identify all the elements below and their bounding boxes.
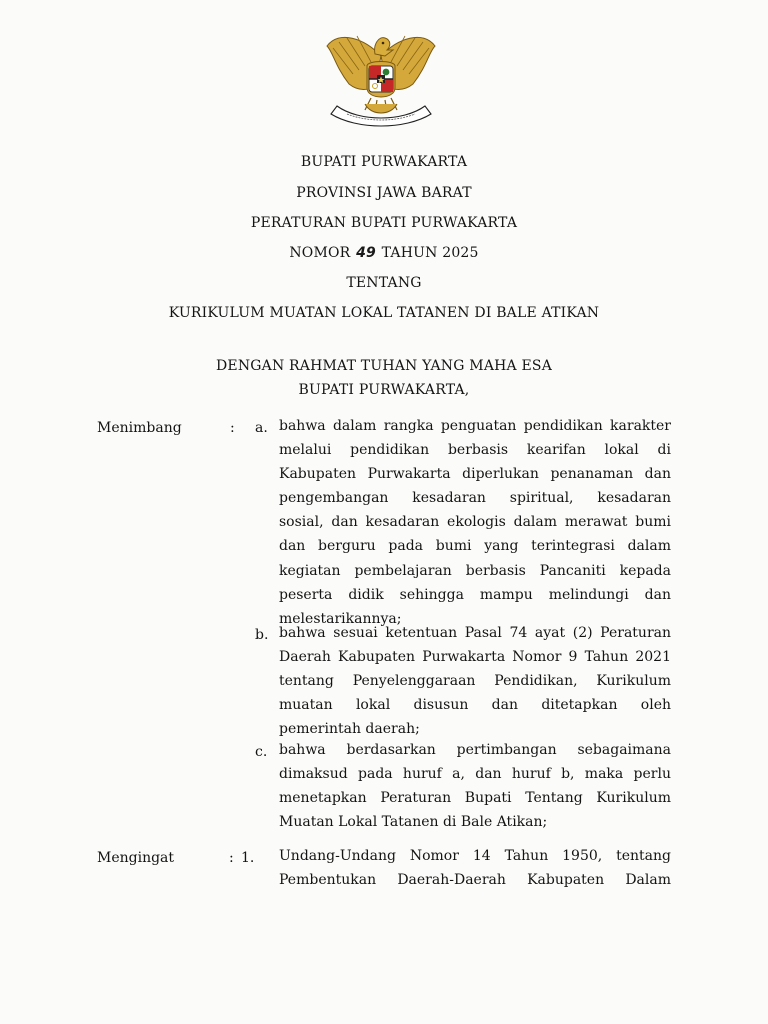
text-line: melestarikannya;: [279, 610, 402, 627]
header-number-line: [0, 245, 768, 261]
nomor-handwritten-value: 49: [356, 245, 376, 261]
preamble-line-2: BUPATI PURWAKARTA,: [298, 382, 470, 398]
menimbang-item-b: [279, 621, 671, 741]
text-line: Muatan Lokal Tatanen di Bale Atikan;: [279, 814, 548, 831]
text-line: tentang Penyelenggaraan Pendidikan, Kurikulum: [279, 673, 671, 690]
text-line: Undang-Undang Nomor 14 Tahun 1950, tentang: [279, 848, 671, 864]
text-line: dan berguru pada bumi yang terintegrasi dalam: [279, 538, 671, 555]
header-subject: KURIKULUM MUATAN LOKAL TATANEN DI BALE ATIKAN: [168, 305, 600, 321]
text-line: muatan lokal disusun dan ditetapkan oleh: [279, 697, 671, 714]
text-line: pemerintah daerah;: [279, 721, 420, 738]
mengingat-item-1: [279, 844, 671, 892]
menimbang-label: Menimbang: [97, 420, 182, 436]
header-regulation-title: PERATURAN BUPATI PURWAKARTA: [250, 215, 518, 231]
text-line: sosial, dan kesadaran ekologis dalam merawat bumi: [279, 514, 671, 531]
menimbang-colon: :: [230, 420, 235, 436]
garuda-pancasila-emblem-icon: [319, 26, 443, 130]
menimbang-item-a: [279, 414, 671, 631]
menimbang-item-c-mark: c.: [255, 744, 268, 760]
mengingat-colon: :: [229, 850, 234, 866]
text-line: menetapkan Peraturan Bupati Tentang Kurikulum: [279, 790, 671, 807]
text-line: bahwa berdasarkan pertimbangan sebagaimana: [279, 742, 671, 758]
mengingat-item-1-mark: 1.: [241, 850, 255, 866]
text-line: melalui pendidikan berbasis kearifan lokal di: [279, 442, 671, 459]
text-line: bahwa dalam rangka penguatan pendidikan karakter: [279, 418, 671, 434]
header-official-title: BUPATI PURWAKARTA: [300, 154, 468, 170]
preamble-line-1: DENGAN RAHMAT TUHAN YANG MAHA ESA: [215, 358, 553, 374]
menimbang-item-c: [279, 738, 671, 834]
text-line: Daerah Kabupaten Purwakarta Nomor 9 Tahun 2021: [279, 649, 671, 666]
text-line: dimaksud pada huruf a, dan huruf b, maka perlu: [279, 766, 671, 783]
mengingat-label: Mengingat: [97, 850, 175, 866]
text-line: Kabupaten Purwakarta diperlukan penanaman dan: [279, 466, 671, 483]
text-line: peserta didik sehingga mampu melindungi dan: [279, 586, 671, 603]
header-province: PROVINSI JAWA BARAT: [296, 185, 472, 201]
text-line: pengembangan kesadaran spiritual, kesadaran: [279, 490, 671, 507]
header-tentang: TENTANG: [346, 275, 422, 291]
nomor-suffix: TAHUN 2025: [381, 245, 479, 261]
text-line: kegiatan pembelajaran berbasis Pancaniti kepada: [279, 562, 671, 579]
nomor-prefix: NOMOR: [289, 245, 351, 261]
menimbang-item-a-mark: a.: [255, 420, 268, 436]
text-line: Pembentukan Daerah-Daerah Kabupaten Dalam: [279, 872, 671, 889]
text-line: bahwa sesuai ketentuan Pasal 74 ayat (2) Peraturan: [279, 625, 671, 641]
menimbang-item-b-mark: b.: [255, 627, 269, 643]
